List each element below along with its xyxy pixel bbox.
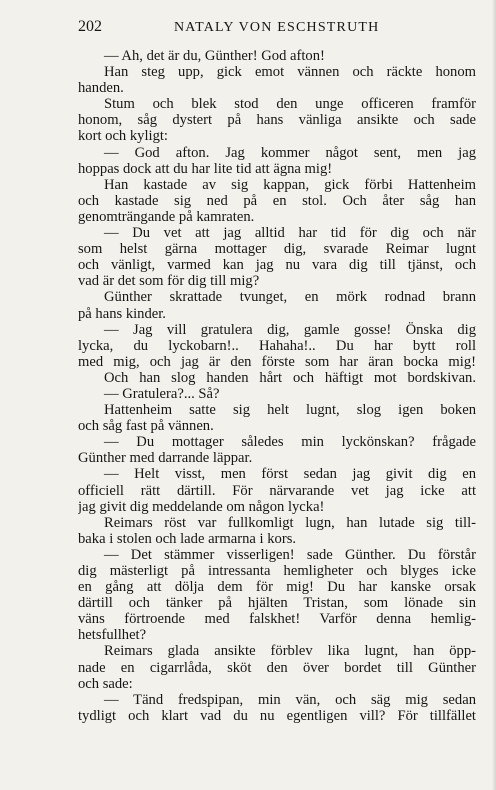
text-line: Han kastade av sig kappan, gick förbi Hattenheim (104, 176, 476, 193)
text-line: officiell rätt därtill. För närvarande vet jag icke att (78, 482, 476, 499)
text-line: nade en cigarrlåda, sköt den över bordet till Günther (78, 659, 476, 676)
text-line: — Helt visst, men först sedan jag givit dig en (104, 466, 476, 483)
text-line: Günther skrattade tvunget, en mörk rodnad brann (104, 289, 476, 306)
text-line: Reimars glada ansikte förblev lika lugnt, han öpp- (104, 643, 476, 660)
text-line: — Du mottager således min lyckönskan? frågade (104, 434, 476, 451)
text-line: Han steg upp, gick emot vännen och räckte honom (104, 64, 476, 81)
text-line: och kastade sig ned på en stol. Och åter såg han (78, 192, 476, 209)
text-line: — Gratulera?... Så? (104, 385, 220, 402)
text-line: — God afton. Jag kommer något sent, men jag (104, 144, 476, 161)
text-line: — Du vet att jag alltid har tid för dig och när (104, 225, 476, 242)
text-line: baka i stolen och lade armarna i kors. (78, 530, 297, 547)
text-line: Och han slog handen hårt och häftigt mot bordskivan. (104, 369, 476, 386)
page-header (78, 18, 480, 44)
text-line: en gång att dölja dem för mig! Du har kanske orsak (78, 579, 476, 596)
text-line: vad är det som för dig till mig? (78, 273, 260, 290)
text-line: — Ah, det är du, Günther! God afton! (104, 48, 325, 64)
text-line: kort och kyligt: (78, 128, 168, 145)
text-line: genomträngande på kamraten. (78, 208, 255, 225)
text-line: och såg fast på vännen. (78, 418, 214, 435)
text-line: som helst gärna mottager dig, svarade Reimar lugnt (78, 241, 476, 258)
text-line: — Jag vill gratulera dig, gamle gosse! Önska dig (104, 321, 476, 338)
text-line: Reimars röst var fullkomligt lugn, han lutade sig till- (104, 514, 476, 531)
text-line: med mig, och jag är den förste som har äran bocka mig! (78, 353, 476, 370)
text-line: på hans kinder. (78, 305, 166, 322)
text-line: och vänligt, varmed kan jag nu vara dig till tjänst, och (78, 257, 476, 274)
text-line: Stum och blek stod den unge officeren framför (104, 96, 476, 113)
text-line: — Tänd fredspipan, min vän, och säg mig sedan (104, 691, 476, 708)
text-line: därtill och tänker på hjälten Tristan, som lönade sin (78, 595, 476, 612)
text-line: lycka, du lyckobarn!.. Hahaha!.. Du har bytt roll (78, 337, 476, 354)
text-line: Günther med darrande läppar. (78, 450, 253, 467)
page-number: 202 (78, 18, 102, 35)
text-line: hoppas dock att du har lite tid att ägna mig! (78, 160, 333, 177)
text-line: väns förtroende med falskhet! Varför denna hemlig- (78, 611, 476, 628)
text-line: dig mästerligt på intressanta hemligheter och blyges icke (78, 563, 476, 579)
text-line: tydligt och klart vad du nu egentligen vill? För tillfället (78, 707, 476, 724)
text-line: Hattenheim satte sig helt lugnt, slog igen boken (104, 402, 476, 419)
text-line: handen. (78, 80, 124, 97)
text-line: jag givit dig meddelande om någon lycka! (78, 498, 325, 515)
text-line: hetsfullhet? (78, 627, 147, 644)
text-line: — Det stämmer visserligen! sade Günther. Du förstår (104, 546, 476, 563)
running-title: NATALY VON ESCHSTRUTH (174, 20, 380, 35)
body-text (78, 48, 476, 724)
page-edge-shadow (492, 0, 496, 790)
text-line: och sade: (78, 675, 133, 692)
text-line: honom, såg dystert på hans vänliga ansikte och sade (78, 112, 476, 129)
